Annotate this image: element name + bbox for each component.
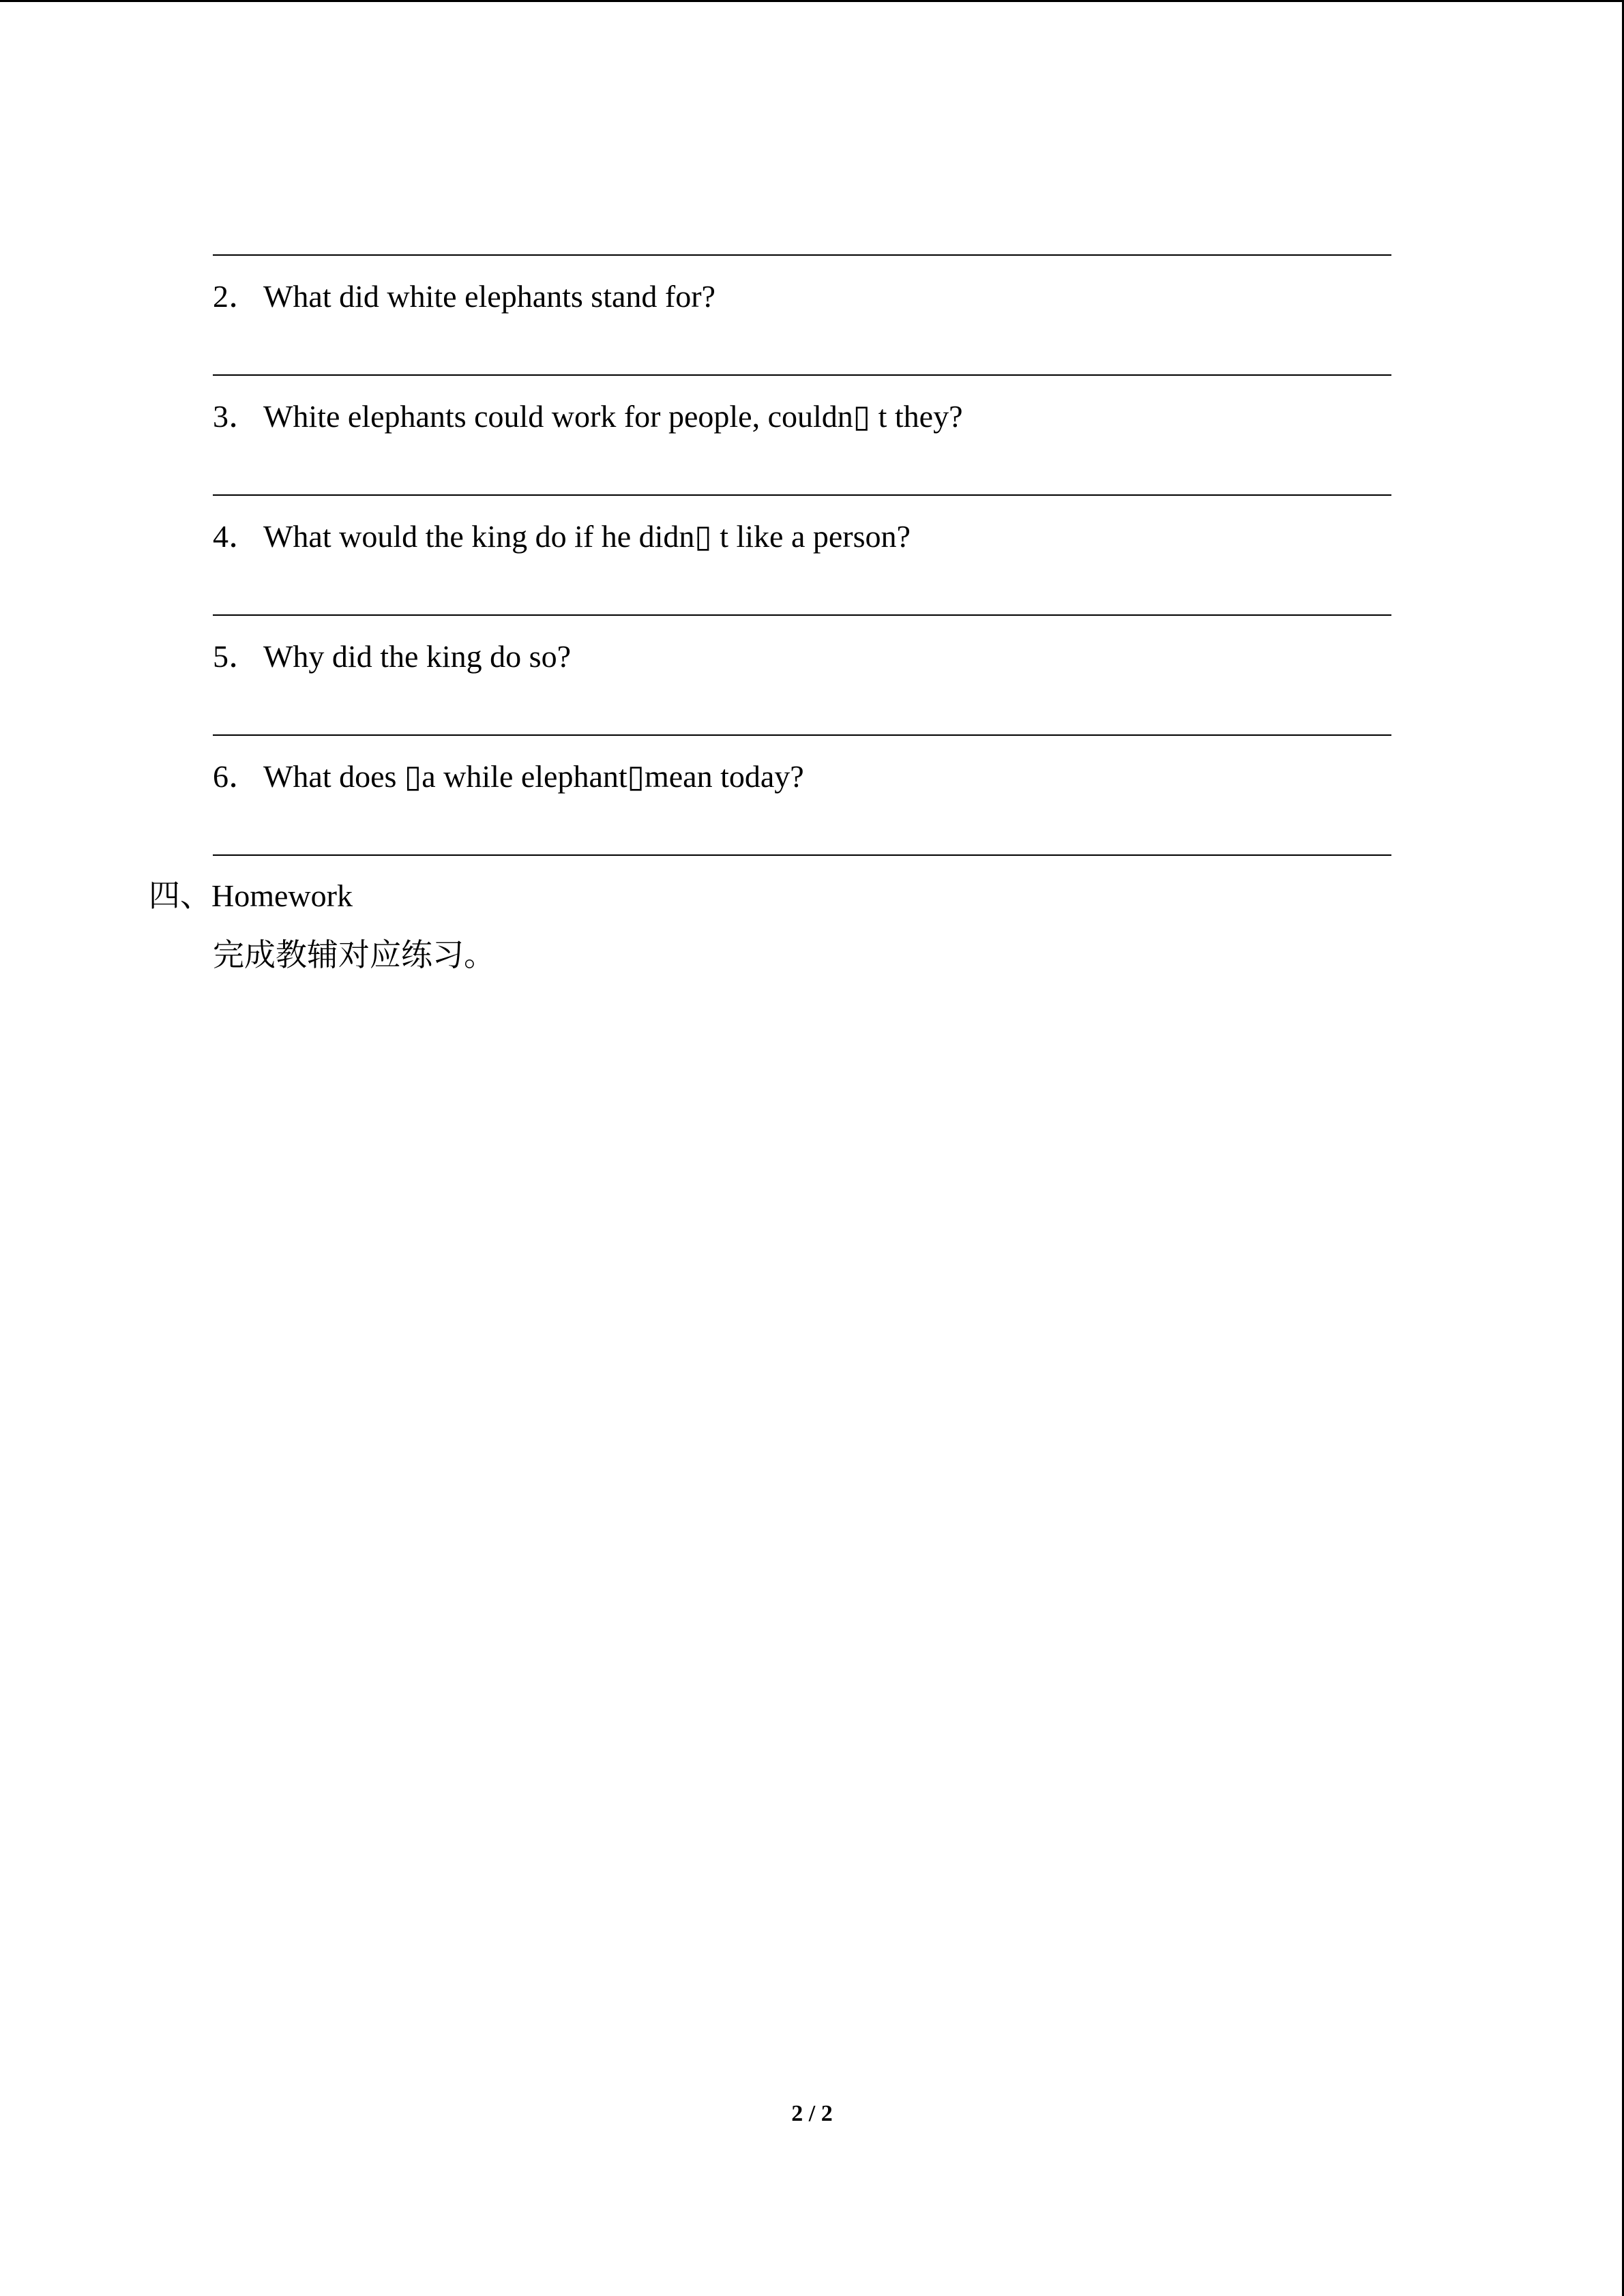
answer-line bbox=[213, 854, 1391, 856]
question-number: 6． bbox=[213, 759, 260, 794]
question-number: 4． bbox=[213, 519, 260, 554]
question-text: Why did the king do so? bbox=[263, 639, 571, 674]
section-heading-homework bbox=[149, 877, 353, 915]
question-2 bbox=[213, 278, 715, 316]
question-3 bbox=[213, 398, 963, 436]
question-4 bbox=[213, 518, 911, 556]
question-text: White elephants could work for people, couldn▯ t they? bbox=[263, 399, 963, 434]
question-6 bbox=[213, 758, 804, 796]
answer-line bbox=[213, 254, 1391, 256]
question-text: What did white elephants stand for? bbox=[263, 279, 715, 314]
question-number: 3． bbox=[213, 399, 260, 434]
question-text: What would the king do if he didn▯ t like a person? bbox=[263, 519, 911, 554]
question-number: 5． bbox=[213, 639, 260, 674]
page-number: 2 / 2 bbox=[791, 2101, 833, 2126]
section-title: Homework bbox=[211, 878, 353, 913]
section-number: 四、 bbox=[149, 878, 211, 913]
answer-line bbox=[213, 374, 1391, 376]
question-text: What does ▯a while elephant▯mean today? bbox=[263, 759, 804, 794]
answer-line bbox=[213, 494, 1391, 496]
answer-line bbox=[213, 614, 1391, 616]
homework-instruction: 完成教辅对应练习。 bbox=[213, 938, 495, 972]
page-top-border bbox=[0, 0, 1624, 2]
question-5 bbox=[213, 638, 571, 676]
answer-line bbox=[213, 734, 1391, 736]
question-number: 2． bbox=[213, 279, 260, 314]
